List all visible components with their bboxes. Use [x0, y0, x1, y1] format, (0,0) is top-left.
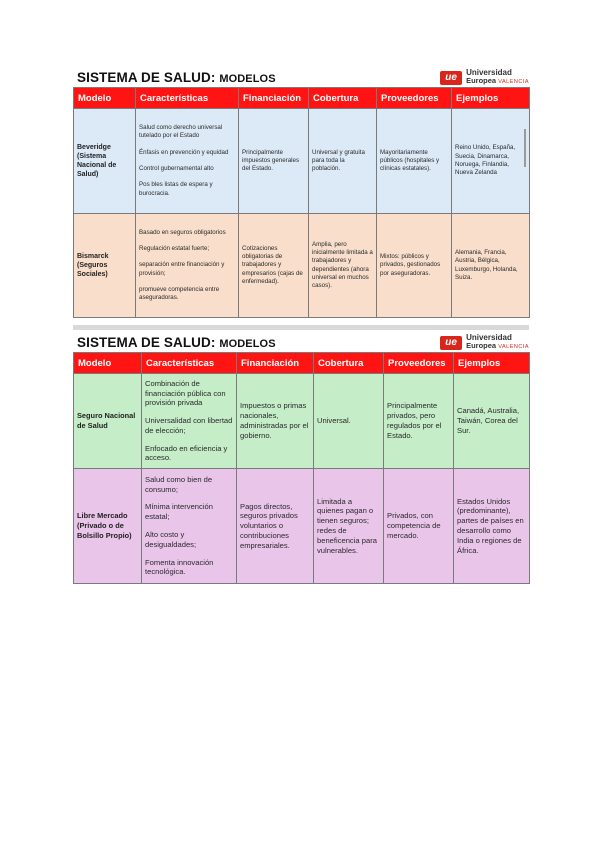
scrollbar[interactable]	[524, 129, 526, 167]
cell-model: Seguro Nacional de Salud	[74, 374, 142, 469]
header-ejemplos: Ejemplos	[454, 353, 530, 374]
cell-proveedores: Mayoritariamente públicos (hospitales y clínicas estatales).	[377, 109, 452, 214]
university-logo: ue Universidad Europea VALENCIA	[440, 69, 529, 86]
cell-financiacion: Cotizaciones obligatorias de trabajadores y empresarios (cajas de enfermedad).	[239, 214, 309, 318]
ue-logo-icon: ue	[440, 336, 462, 350]
university-logo: ue Universidad Europea VALENCIA	[440, 334, 529, 351]
slide-1	[73, 68, 529, 318]
table-row-libre-mercado	[74, 469, 530, 584]
header-modelo: Modelo	[74, 353, 142, 374]
slide-header	[73, 333, 529, 352]
cell-caracteristicas: Basado en seguros obligatorios Regulación estatal fuerte; separación entre financiación y provisión; promueve competencia entre aseguradoras.	[136, 214, 239, 318]
cell-financiacion: Principalmente impuestos generales del Estado.	[239, 109, 309, 214]
cell-cobertura: Universal.	[314, 374, 384, 469]
table-row-seguro-nacional	[74, 374, 530, 469]
cell-proveedores: Mixtos: públicos y privados, gestionados por aseguradoras.	[377, 214, 452, 318]
table-row-beveridge	[74, 109, 530, 214]
cell-cobertura: Universal y gratuita para toda la población.	[309, 109, 377, 214]
ue-logo-icon: ue	[440, 71, 462, 85]
header-proveedores: Proveedores	[384, 353, 454, 374]
cell-caracteristicas: Salud como bien de consumo; Mínima intervención estatal; Alto costo y desigualdades; Fomenta innovación tecnológica.	[142, 469, 237, 584]
header-modelo: Modelo	[74, 88, 136, 109]
cell-model: Bismarck (Seguros Sociales)	[74, 214, 136, 318]
cell-financiacion: Impuestos o primas nacionales, administradas por el gobierno.	[237, 374, 314, 469]
cell-ejemplos: Canadá, Australia, Taiwán, Corea del Sur.	[454, 374, 530, 469]
cell-ejemplos: Reino Unido, España, Suecia, Dinamarca, Noruega, Finlandia, Nueva Zelanda	[452, 109, 530, 214]
slide-header	[73, 68, 529, 87]
header-caracteristicas: Características	[136, 88, 239, 109]
header-proveedores: Proveedores	[377, 88, 452, 109]
table-header-row	[74, 353, 530, 374]
header-financiacion: Financiación	[237, 353, 314, 374]
slide-title: SISTEMA DE SALUD: MODELOS	[77, 70, 276, 85]
cell-caracteristicas: Salud como derecho universal tutelado por el Estado Énfasis en prevención y equidad Control gubernamental alto Pos bles listas de espera y burocracia.	[136, 109, 239, 214]
header-ejemplos: Ejemplos	[452, 88, 530, 109]
table-header-row	[74, 88, 530, 109]
cell-financiacion: Pagos directos, seguros privados voluntarios o contribuciones empresariales.	[237, 469, 314, 584]
header-financiacion: Financiación	[239, 88, 309, 109]
cell-ejemplos: Alemania, Francia, Austria, Bélgica, Luxemburgo, Holanda, Suiza.	[452, 214, 530, 318]
slide-title: SISTEMA DE SALUD: MODELOS	[77, 335, 276, 350]
health-models-table-2	[73, 352, 530, 584]
cell-ejemplos: Estados Unidos (predominante), partes de países en desarrollo como India o regiones de África.	[454, 469, 530, 584]
cell-caracteristicas: Combinación de financiación pública con provisión privada Universalidad con libertad de elección; Enfocado en eficiencia y acceso.	[142, 374, 237, 469]
cell-model: Beveridge (Sistema Nacional de Salud)	[74, 109, 136, 214]
header-cobertura: Cobertura	[309, 88, 377, 109]
header-caracteristicas: Características	[142, 353, 237, 374]
cell-proveedores: Principalmente privados, pero regulados por el Estado.	[384, 374, 454, 469]
cell-cobertura: Limitada a quienes pagan o tienen seguros; redes de beneficencia para vulnerables.	[314, 469, 384, 584]
header-cobertura: Cobertura	[314, 353, 384, 374]
cell-proveedores: Privados, con competencia de mercado.	[384, 469, 454, 584]
slide-2	[73, 333, 529, 584]
slide-divider	[73, 325, 529, 330]
table-row-bismarck	[74, 214, 530, 318]
cell-model: Libre Mercado (Privado o de Bolsillo Propio)	[74, 469, 142, 584]
health-models-table-1	[73, 87, 530, 318]
cell-cobertura: Amplia, pero inicialmente limitada a trabajadores y dependientes (ahora universal en muchos casos).	[309, 214, 377, 318]
